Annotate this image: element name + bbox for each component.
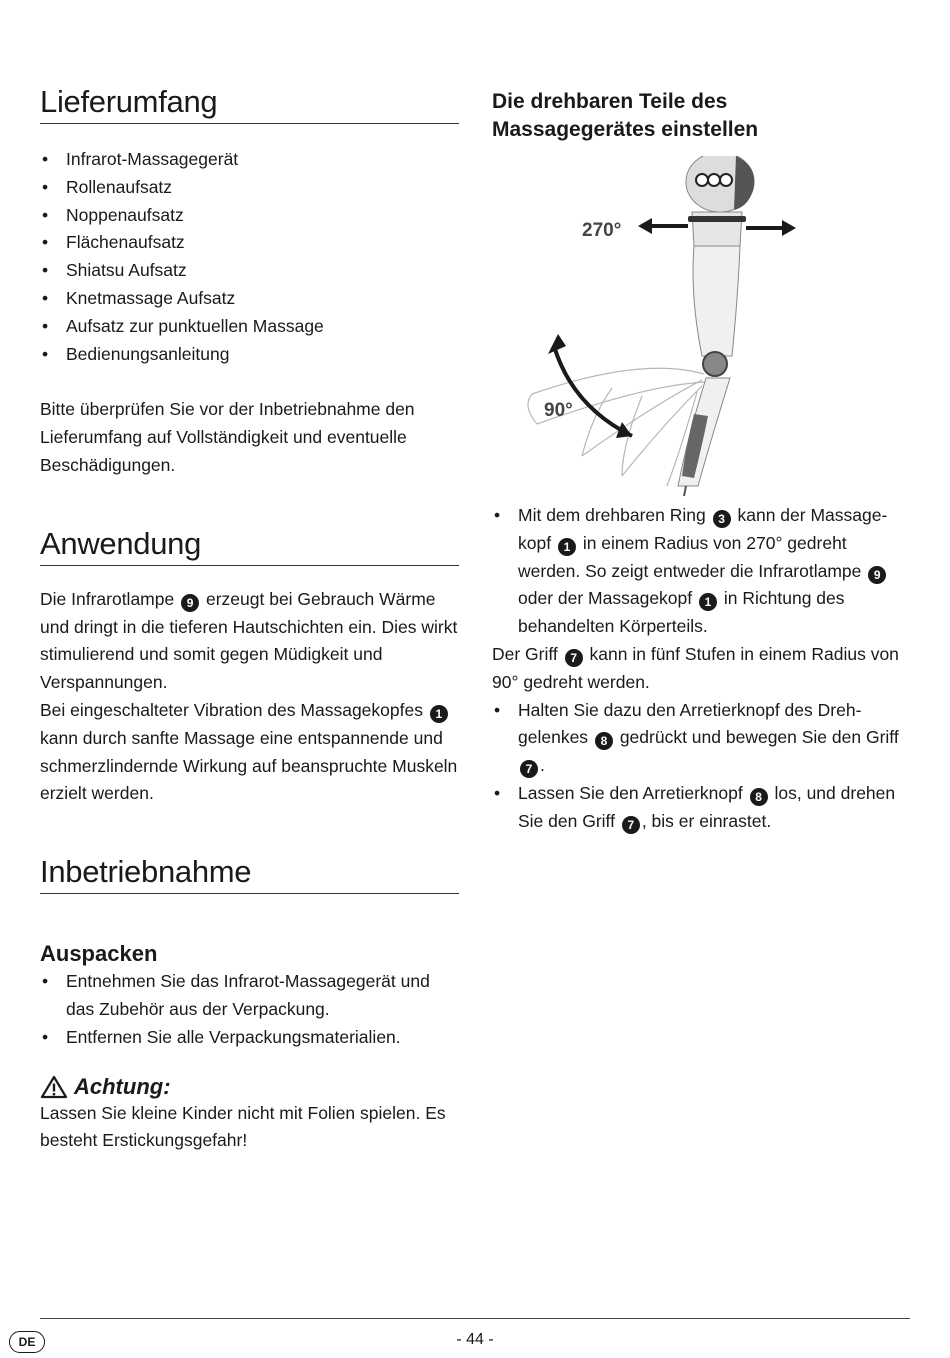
drehbar-list-1 [492,502,912,641]
heading-lieferumfang: Lieferumfang [40,84,459,124]
angle-label-90: 90° [544,400,573,421]
list-item: • Entnehmen Sie das Infrarot-Massagegerät und das Zubehör aus der Verpackung. [40,968,459,1024]
section-lieferumfang [40,84,459,480]
reference-number: 3 [713,510,731,528]
list-item: • Noppenaufsatz [40,202,459,230]
anwendung-paragraph-2: Bei eingeschalteter Vibration des Massagekopfes 1 kann durch sanfte Massage eine entspannende und schmerzlindernde Wirkung auf beanspruchte Muskeln erzielt werden. [40,699,458,804]
heading-auspacken: Auspacken [40,941,158,967]
section-anwendung [40,526,459,808]
list-item: • Infrarot-Massagegerät [40,146,459,174]
list-item: • Lassen Sie den Arretierknopf 8 los, und drehen Sie den Griff 7 , bis er einrastet. [492,780,912,836]
drehbar-paragraph: Der Griff 7 kann in fünf Stufen in einem Radius von 90° gedreht werden. [492,643,899,692]
angle-label-270: 270° [582,220,622,241]
massage-device-figure [492,156,912,496]
reference-number: 8 [595,732,613,750]
left-column [40,84,459,1155]
reference-number: 9 [868,566,886,584]
list-item: • Shiatsu Aufsatz [40,257,459,285]
reference-number: 1 [699,593,717,611]
list-item: • Halten Sie dazu den Arretierknopf des Drehgelenkes 8 gedrückt und bewegen Sie den Griff 7 . [492,697,912,780]
reference-number: 1 [558,538,576,556]
reference-number: 7 [622,816,640,834]
lieferumfang-note: Bitte überprüfen Sie vor der Inbetriebnahme den Lieferumfang auf Vollständigkeit und eventuelle Beschädigungen. [40,399,415,475]
list-item: • Aufsatz zur punktuellen Massage [40,313,459,341]
language-badge: DE [9,1331,45,1353]
lieferumfang-list [40,146,459,368]
heading-drehbare-teile: Die drehbaren Teile des Massagegerätes einstellen [492,90,759,141]
reference-number: 9 [181,594,199,612]
drehbar-list-2 [492,697,912,836]
reference-number: 7 [520,760,538,778]
right-column [492,88,912,836]
list-item: • Rollenaufsatz [40,174,459,202]
warning-title: Achtung: [74,1073,171,1099]
list-item: • Mit dem drehbaren Ring 3 kann der Massagekopf 1 in einem Radius von 270° gedreht werden. So zeigt entweder die Infrarotlampe 9 oder der Massagekopf 1 in Richtung des behandelten Körperteils. [492,502,912,641]
reference-number: 8 [750,788,768,806]
heading-anwendung: Anwendung [40,526,459,566]
heading-inbetriebnahme: Inbetriebnahme [40,854,459,894]
warning-heading [40,1074,459,1100]
anwendung-paragraph-1: Die Infrarotlampe 9 erzeugt bei Gebrauch Wärme und dringt in die tieferen Hautschichten ein. Dies wirkt stimulierend und somit gegen Müdigkeit und Verspannungen. [40,588,458,693]
footer-divider [40,1318,910,1319]
auspacken-list [40,968,459,1051]
page-number: - 44 - [456,1331,494,1348]
warning-text: Lassen Sie kleine Kinder nicht mit Folien spielen. Es besteht Erstickungsgefahr! [40,1102,446,1151]
list-item: • Entfernen Sie alle Verpackungsmaterialien. [40,1024,459,1052]
reference-number: 7 [565,649,583,667]
list-item: • Bedienungsanleitung [40,341,459,369]
list-item: • Knetmassage Aufsatz [40,285,459,313]
list-item: • Flächenaufsatz [40,229,459,257]
warning-triangle-icon [40,1075,68,1099]
reference-number: 1 [430,705,448,723]
section-inbetriebnahme [40,854,459,1155]
